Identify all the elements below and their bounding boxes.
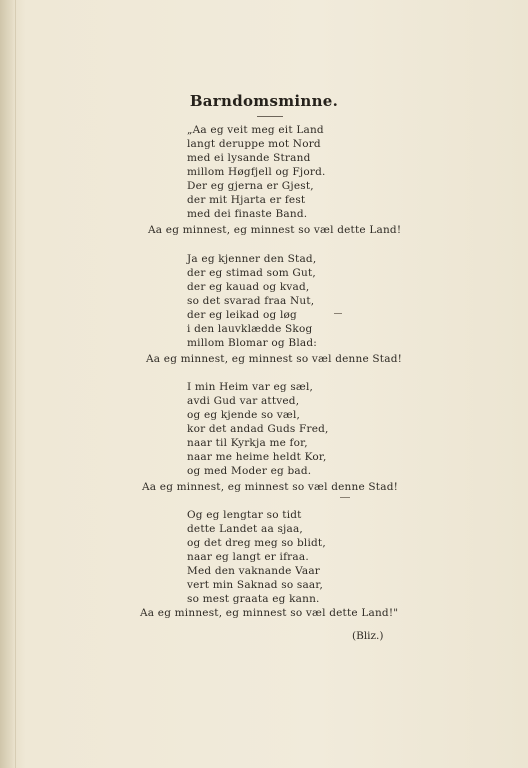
verse-line: avdi Gud var attved, — [187, 395, 300, 407]
verse-line: naar me heime heldt Kor, — [187, 451, 327, 463]
verse-line: der eg stimad som Gut, — [187, 267, 316, 279]
verse-line: Med den vaknande Vaar — [187, 565, 321, 577]
verse-line: so mest graata eg kann. — [187, 593, 320, 605]
refrain-line: Aa eg minnest, eg minnest so væl dette Land!" — [140, 607, 399, 619]
title-rule — [257, 116, 283, 117]
verse-line: med ei lysande Strand — [187, 152, 311, 164]
verse-line: der eg leikad og løg — [187, 309, 297, 321]
verse-line: Ja eg kjenner den Stad, — [187, 253, 317, 265]
verse-line: kor det andad Guds Fred, — [187, 423, 329, 435]
verse-line: og med Moder eg bad. — [187, 465, 312, 477]
verse-line: der mit Hjarta er fest — [187, 194, 306, 206]
verse-line: og eg kjende so væl, — [187, 409, 301, 421]
verse-line: millom Blomar og Blad: — [187, 337, 317, 349]
author-signature: (Bliz.) — [352, 630, 384, 642]
refrain-line: Aa eg minnest, eg minnest so væl dette Land! — [148, 224, 402, 236]
verse-line: millom Høgfjell og Fjord. — [187, 166, 326, 178]
verse-line: so det svarad fraa Nut, — [187, 295, 315, 307]
refrain-line: Aa eg minnest, eg minnest so væl denne Stad! — [142, 481, 399, 493]
refrain-line: Aa eg minnest, eg minnest so væl denne Stad! — [146, 353, 403, 365]
verse-line: dette Landet aa sjaa, — [187, 523, 303, 535]
verse-line: naar eg langt er ifraa. — [187, 551, 309, 563]
verse-line: og det dreg meg so blidt, — [187, 537, 326, 549]
verse-line: Og eg lengtar so tidt — [187, 509, 302, 521]
print-mark — [340, 497, 350, 498]
verse-line: vert min Saknad so saar, — [187, 579, 323, 591]
verse-line: langt deruppe mot Nord — [187, 138, 321, 150]
verse-line: naar til Kyrkja me for, — [187, 437, 308, 449]
verse-line: i den lauvklædde Skog — [187, 323, 313, 335]
verse-line: der eg kauad og kvad, — [187, 281, 310, 293]
verse-line: med dei finaste Band. — [187, 208, 308, 220]
verse-line: Der eg gjerna er Gjest, — [187, 180, 314, 192]
poem-title: Barndomsminne. — [189, 92, 339, 110]
page-binding-edge — [15, 0, 16, 768]
page-binding-shadow — [0, 0, 14, 768]
verse-line: „Aa eg veit meg eit Land — [187, 124, 324, 136]
print-mark — [334, 313, 342, 314]
verse-line: I min Heim var eg sæl, — [187, 381, 314, 393]
